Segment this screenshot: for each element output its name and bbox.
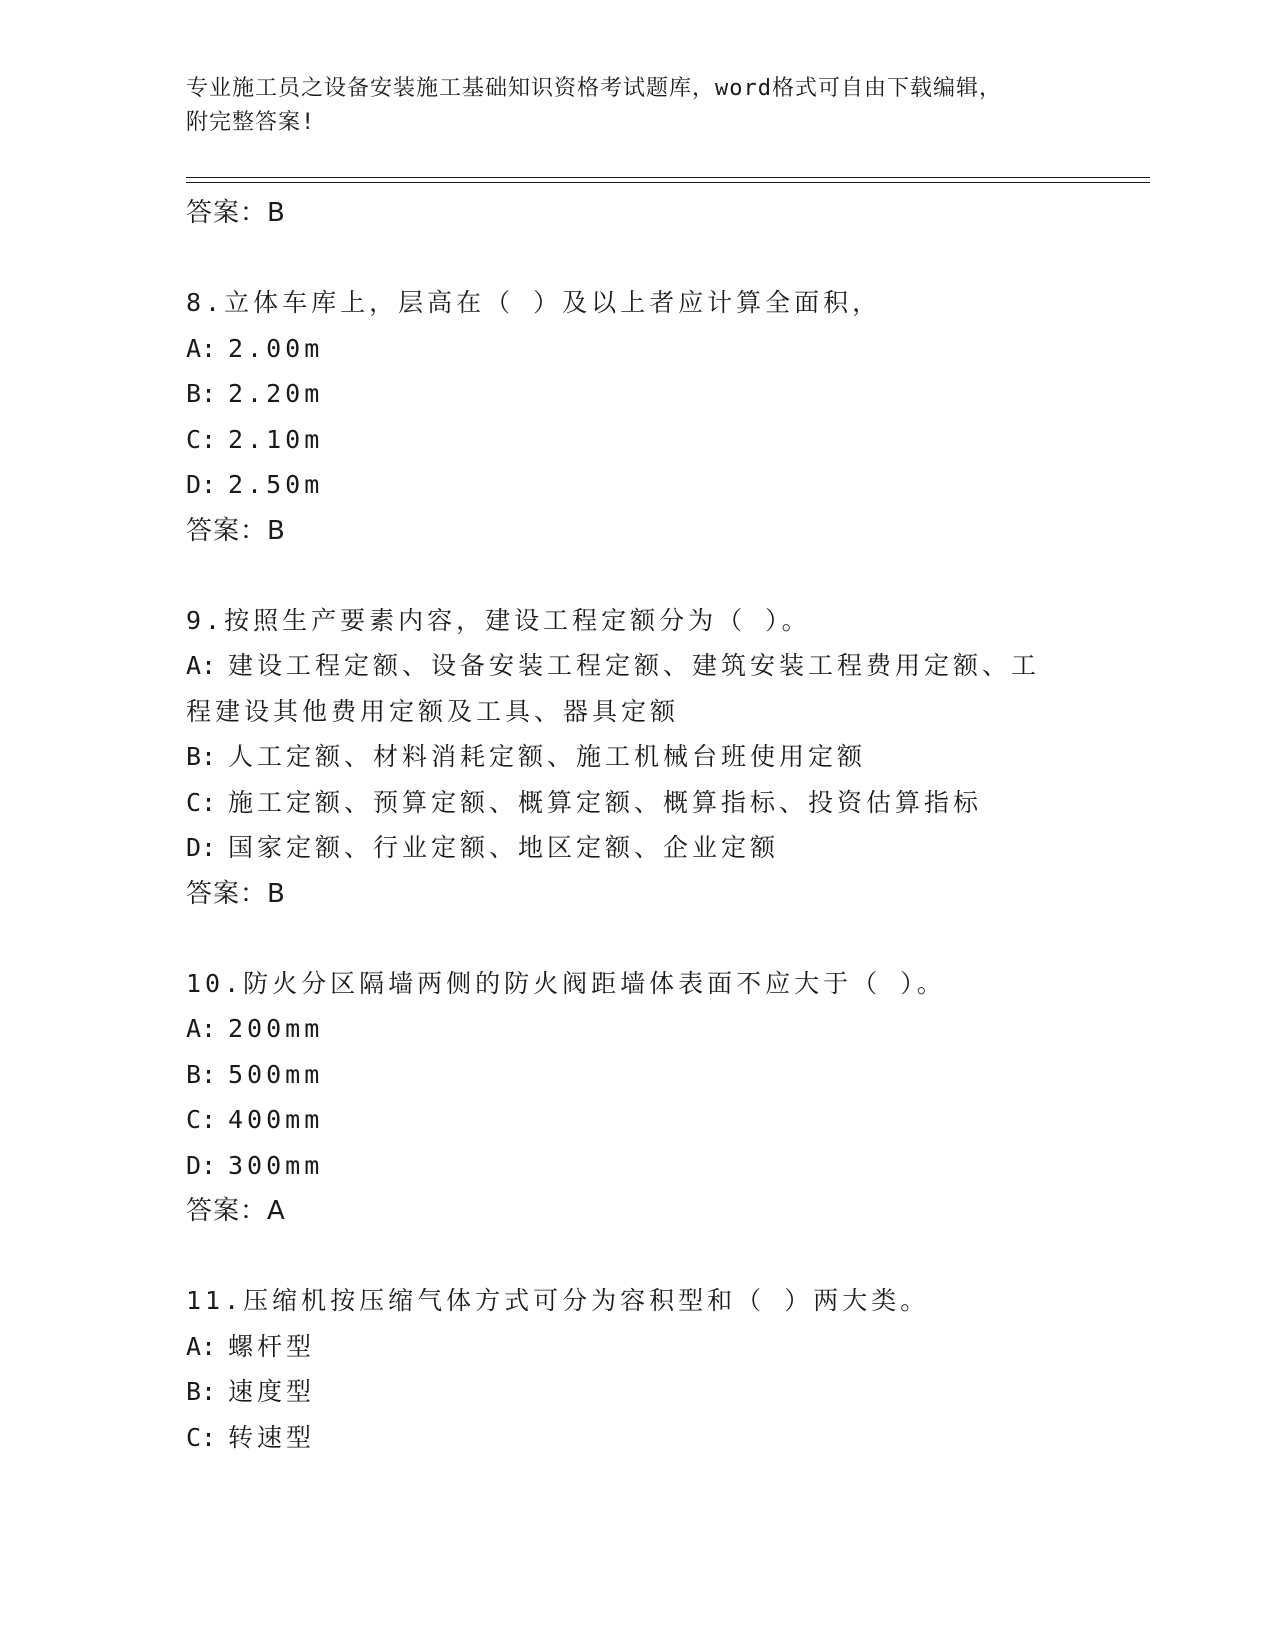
question-stem: 10.防火分区隔墙两侧的防火阀距墙体表面不应大于（ ）。	[186, 968, 946, 998]
option-key: D:	[186, 1150, 217, 1180]
question-block	[186, 280, 1150, 554]
option-key: C:	[186, 787, 217, 817]
answer-line: 答案：B	[186, 515, 286, 546]
question-list	[186, 190, 1150, 1460]
header-rule-top	[186, 177, 1150, 178]
option-text: 500mm	[228, 1059, 324, 1089]
header-rule-bottom	[186, 182, 1150, 183]
option-b	[186, 371, 1150, 417]
option-c	[186, 1097, 1150, 1143]
option-text: 转速型	[228, 1422, 316, 1452]
header-line-1: 专业施工员之设备安装施工基础知识资格考试题库，word格式可自由下载编辑，	[186, 76, 1002, 101]
option-key: B:	[186, 1059, 217, 1089]
option-d	[186, 825, 1150, 871]
option-text: 300mm	[228, 1150, 324, 1180]
option-key: C:	[186, 1422, 217, 1452]
option-key: A:	[186, 1014, 217, 1043]
option-key: B:	[186, 379, 217, 408]
option-text: 2.00m	[228, 333, 324, 363]
spacer	[186, 236, 1150, 280]
option-key: C:	[186, 1105, 217, 1134]
option-text: 400mm	[228, 1105, 324, 1134]
spacer	[186, 1234, 1150, 1278]
question-stem: 8.立体车库上，层高在（ ）及以上者应计算全面积，	[186, 288, 882, 317]
option-text: 人工定额、材料消耗定额、施工机械台班使用定额	[228, 742, 867, 771]
option-a	[186, 1006, 1150, 1052]
option-key: C:	[186, 424, 217, 454]
option-text: 2.20m	[228, 379, 324, 408]
option-key: B:	[186, 1377, 217, 1406]
answer-line: 答案：B	[186, 198, 286, 228]
option-d	[186, 462, 1150, 508]
document-header	[186, 72, 1086, 140]
question-stem: 11.压缩机按压缩气体方式可分为容积型和（ ）两大类。	[186, 1286, 930, 1315]
option-c	[186, 780, 1150, 826]
question-stem: 9.按照生产要素内容，建设工程定额分为（ ）。	[186, 605, 811, 635]
answer-line: 答案：B	[186, 878, 286, 909]
option-key: A:	[186, 1331, 217, 1361]
option-key: D:	[186, 833, 217, 862]
option-a	[186, 1324, 1150, 1370]
option-key: B:	[186, 742, 217, 771]
spacer	[186, 917, 1150, 961]
option-text: 速度型	[228, 1377, 316, 1406]
option-key: A:	[186, 651, 217, 680]
spacer	[186, 554, 1150, 598]
option-a	[186, 643, 1066, 734]
option-text: 国家定额、行业定额、地区定额、企业定额	[228, 833, 780, 862]
option-c	[186, 1415, 1150, 1461]
question-block	[186, 1278, 1150, 1460]
option-key: A:	[186, 333, 217, 363]
option-b	[186, 1369, 1150, 1415]
option-text: 200mm	[228, 1014, 324, 1043]
option-c	[186, 417, 1150, 463]
option-text: 建设工程定额、设备安装工程定额、建筑安装工程费用定额、工程建设其他费用定额及工具、器具定额	[186, 651, 1041, 726]
option-text: 2.10m	[228, 424, 324, 454]
question-block	[186, 961, 1150, 1235]
option-text: 2.50m	[228, 470, 324, 499]
question-block	[186, 598, 1150, 917]
header-line-2: 附完整答案!	[186, 110, 316, 135]
option-text: 螺杆型	[228, 1331, 316, 1361]
option-d	[186, 1143, 1150, 1189]
answer-line: 答案：A	[186, 1196, 286, 1226]
option-key: D:	[186, 470, 217, 499]
option-b	[186, 734, 1150, 780]
option-a	[186, 326, 1150, 372]
option-b	[186, 1052, 1150, 1098]
option-text: 施工定额、预算定额、概算定额、概算指标、投资估算指标	[228, 787, 983, 817]
